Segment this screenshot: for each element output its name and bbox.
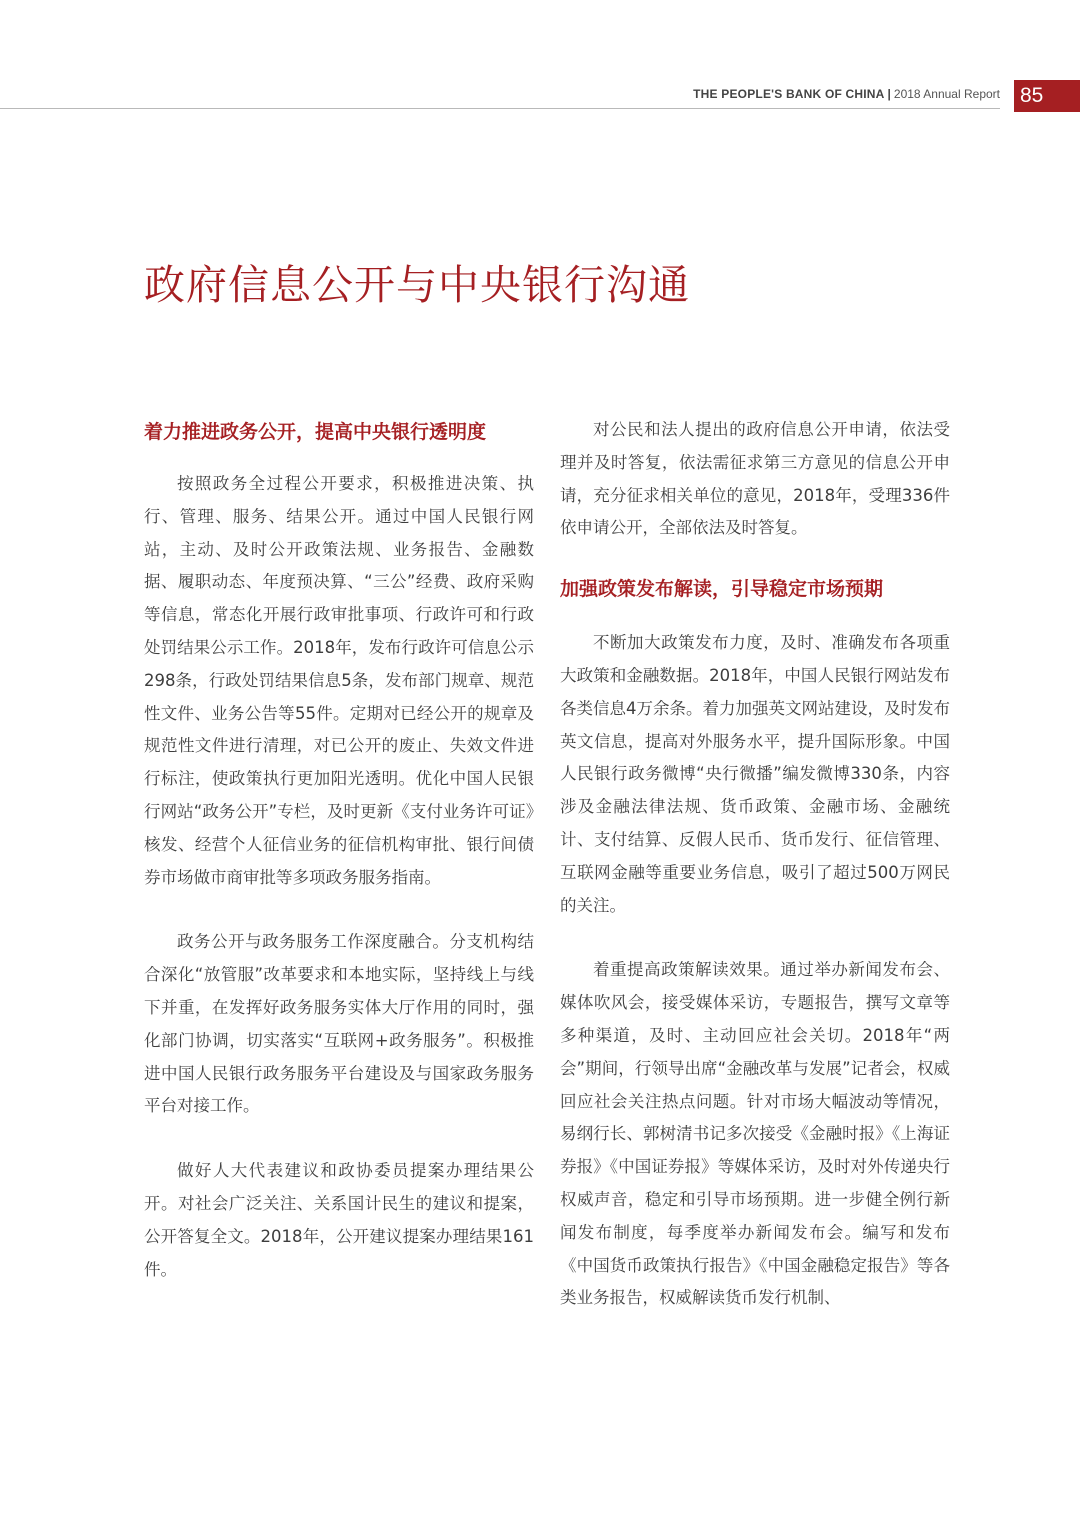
body-paragraph: 不断加大政策发布力度，及时、准确发布各项重大政策和金融数据。2018年，中国人民银行网站发布各类信息4万余条。着力加强英文网站建设，及时发布英文信息，提高对外服务水平，提升国际形象。中国人民银行政务微博“央行微播”编发微博330条，内容涉及金融法律法规、货币政策、金融市场、金融统计、支付结算、反假人民币、货币发行、征信管理、互联网金融等重要业务信息，吸引了超过500万网民的关注。 (560, 633, 950, 915)
body-paragraph: 着重提高政策解读效果。通过举办新闻发布会、媒体吹风会，接受媒体采访，专题报告，撰写文章等多种渠道，及时、主动回应社会关切。2018年“两会”期间，行领导出席“金融改革与发展”记者会，权威回应社会关注热点问题。针对市场大幅波动等情况，易纲行长、郭树清书记多次接受《金融时报》《上海证券报》《中国证券报》等媒体采访，及时对外传递央行权威声音，稳定和引导市场预期。进一步健全例行新闻发布制度，每季度举办新闻发布会。编写和发布《中国货币政策执行报告》《中国金融稳定报告》等各类业务报告，权威解读货币发行机制、 (560, 960, 950, 1308)
running-header (693, 87, 1000, 101)
right-column (560, 414, 950, 1315)
header-report: 2018 Annual Report (893, 87, 1000, 101)
section-heading-transparency: 着力推进政务公开，提高中央银行透明度 (144, 421, 487, 443)
section-heading-policy-release: 加强政策发布解读，引导稳定市场预期 (560, 578, 884, 601)
left-column (144, 414, 534, 1318)
body-paragraph: 按照政务全过程公开要求，积极推进决策、执行、管理、服务、结果公开。通过中国人民银行网站，主动、及时公开政策法规、业务报告、金融数据、履职动态、年度预决算、“三公”经费、政府采购等信息，常态化开展行政审批事项、行政许可和行政处罚结果公示工作。2018年，发布行政许可信息公示298条，行政处罚结果信息5条，发布部门规章、规范性文件、业务公告等55件。定期对已经公开的规章及规范性文件进行清理，对已公开的废止、失效文件进行标注，使政策执行更加阳光透明。优化中国人民银行网站“政务公开”专栏，及时更新《支付业务许可证》核发、经营个人征信业务的征信机构审批、银行间债券市场做市商审批等多项政务服务指南。 (144, 474, 534, 887)
body-paragraph: 对公民和法人提出的政府信息公开申请，依法受理并及时答复，依法需征求第三方意见的信息公开申请，充分征求相关单位的意见，2018年，受理336件依申请公开，全部依法及时答复。 (560, 420, 950, 538)
header-org: THE PEOPLE'S BANK OF CHINA (693, 87, 885, 101)
header-separator: | (887, 87, 891, 101)
body-paragraph: 做好人大代表建议和政协委员提案办理结果公开。对社会广泛关注、关系国计民生的建议和提案，公开答复全文。2018年，公开建议提案办理结果161件。 (144, 1161, 534, 1279)
header-rule (0, 108, 1000, 109)
page-number: 85 (1014, 80, 1080, 112)
page-title: 政府信息公开与中央银行沟通 (144, 261, 690, 309)
body-paragraph: 政务公开与政务服务工作深度融合。分支机构结合深化“放管服”改革要求和本地实际，坚持线上与线下并重，在发挥好政务服务实体大厅作用的同时，强化部门协调，切实落实“互联网+政务服务”。积极推进中国人民银行政务服务平台建设及与国家政务服务平台对接工作。 (144, 932, 534, 1116)
